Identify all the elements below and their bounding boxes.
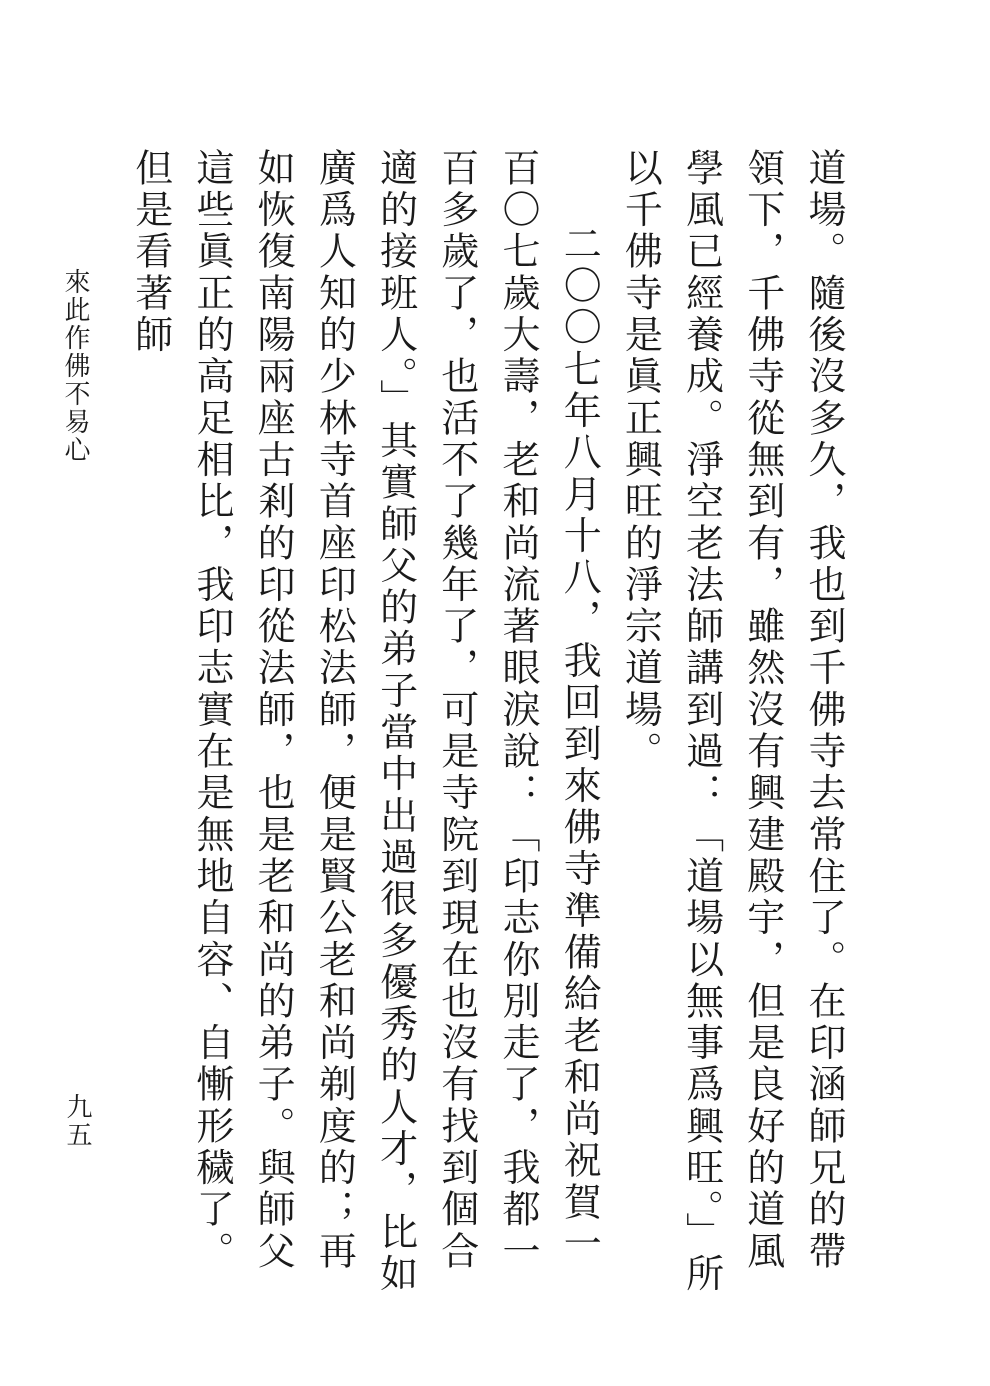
- running-head: 來此作佛不易心: [60, 268, 90, 464]
- paragraph-continued: 道場。隨後沒多久，我也到千佛寺去常住了。在印涵師兄的帶領下，千佛寺從無到有，雖然沒有興建殿宇，但是良好的道風學風已經養成。淨空老法師講到過：「道場以無事爲興旺。」所以千佛寺是眞正興旺的淨宗道場。: [618, 148, 846, 1296]
- page-number: 九五: [62, 1093, 92, 1149]
- paragraph: 二〇〇七年八月十八，我回到來佛寺準備給老和尚祝賀一百〇七歲大壽，老和尚流著眼淚說：「印志你別走了，我都一百多歲了，也活不了幾年了，可是寺院到現在也沒有找到個合適的接班人。」其實師父的弟子當中出過很多優秀的人才，比如廣爲人知的少林寺首座印松法師，便是賢公老和尚剃度的；再如恢復南陽兩座古剎的印從法師，也是老和尚的弟子。與師父這些眞正的高足相比，我印志實在是無地自容、自慚形穢了。但是看著師: [128, 148, 602, 1296]
- body-text: [120, 148, 854, 1298]
